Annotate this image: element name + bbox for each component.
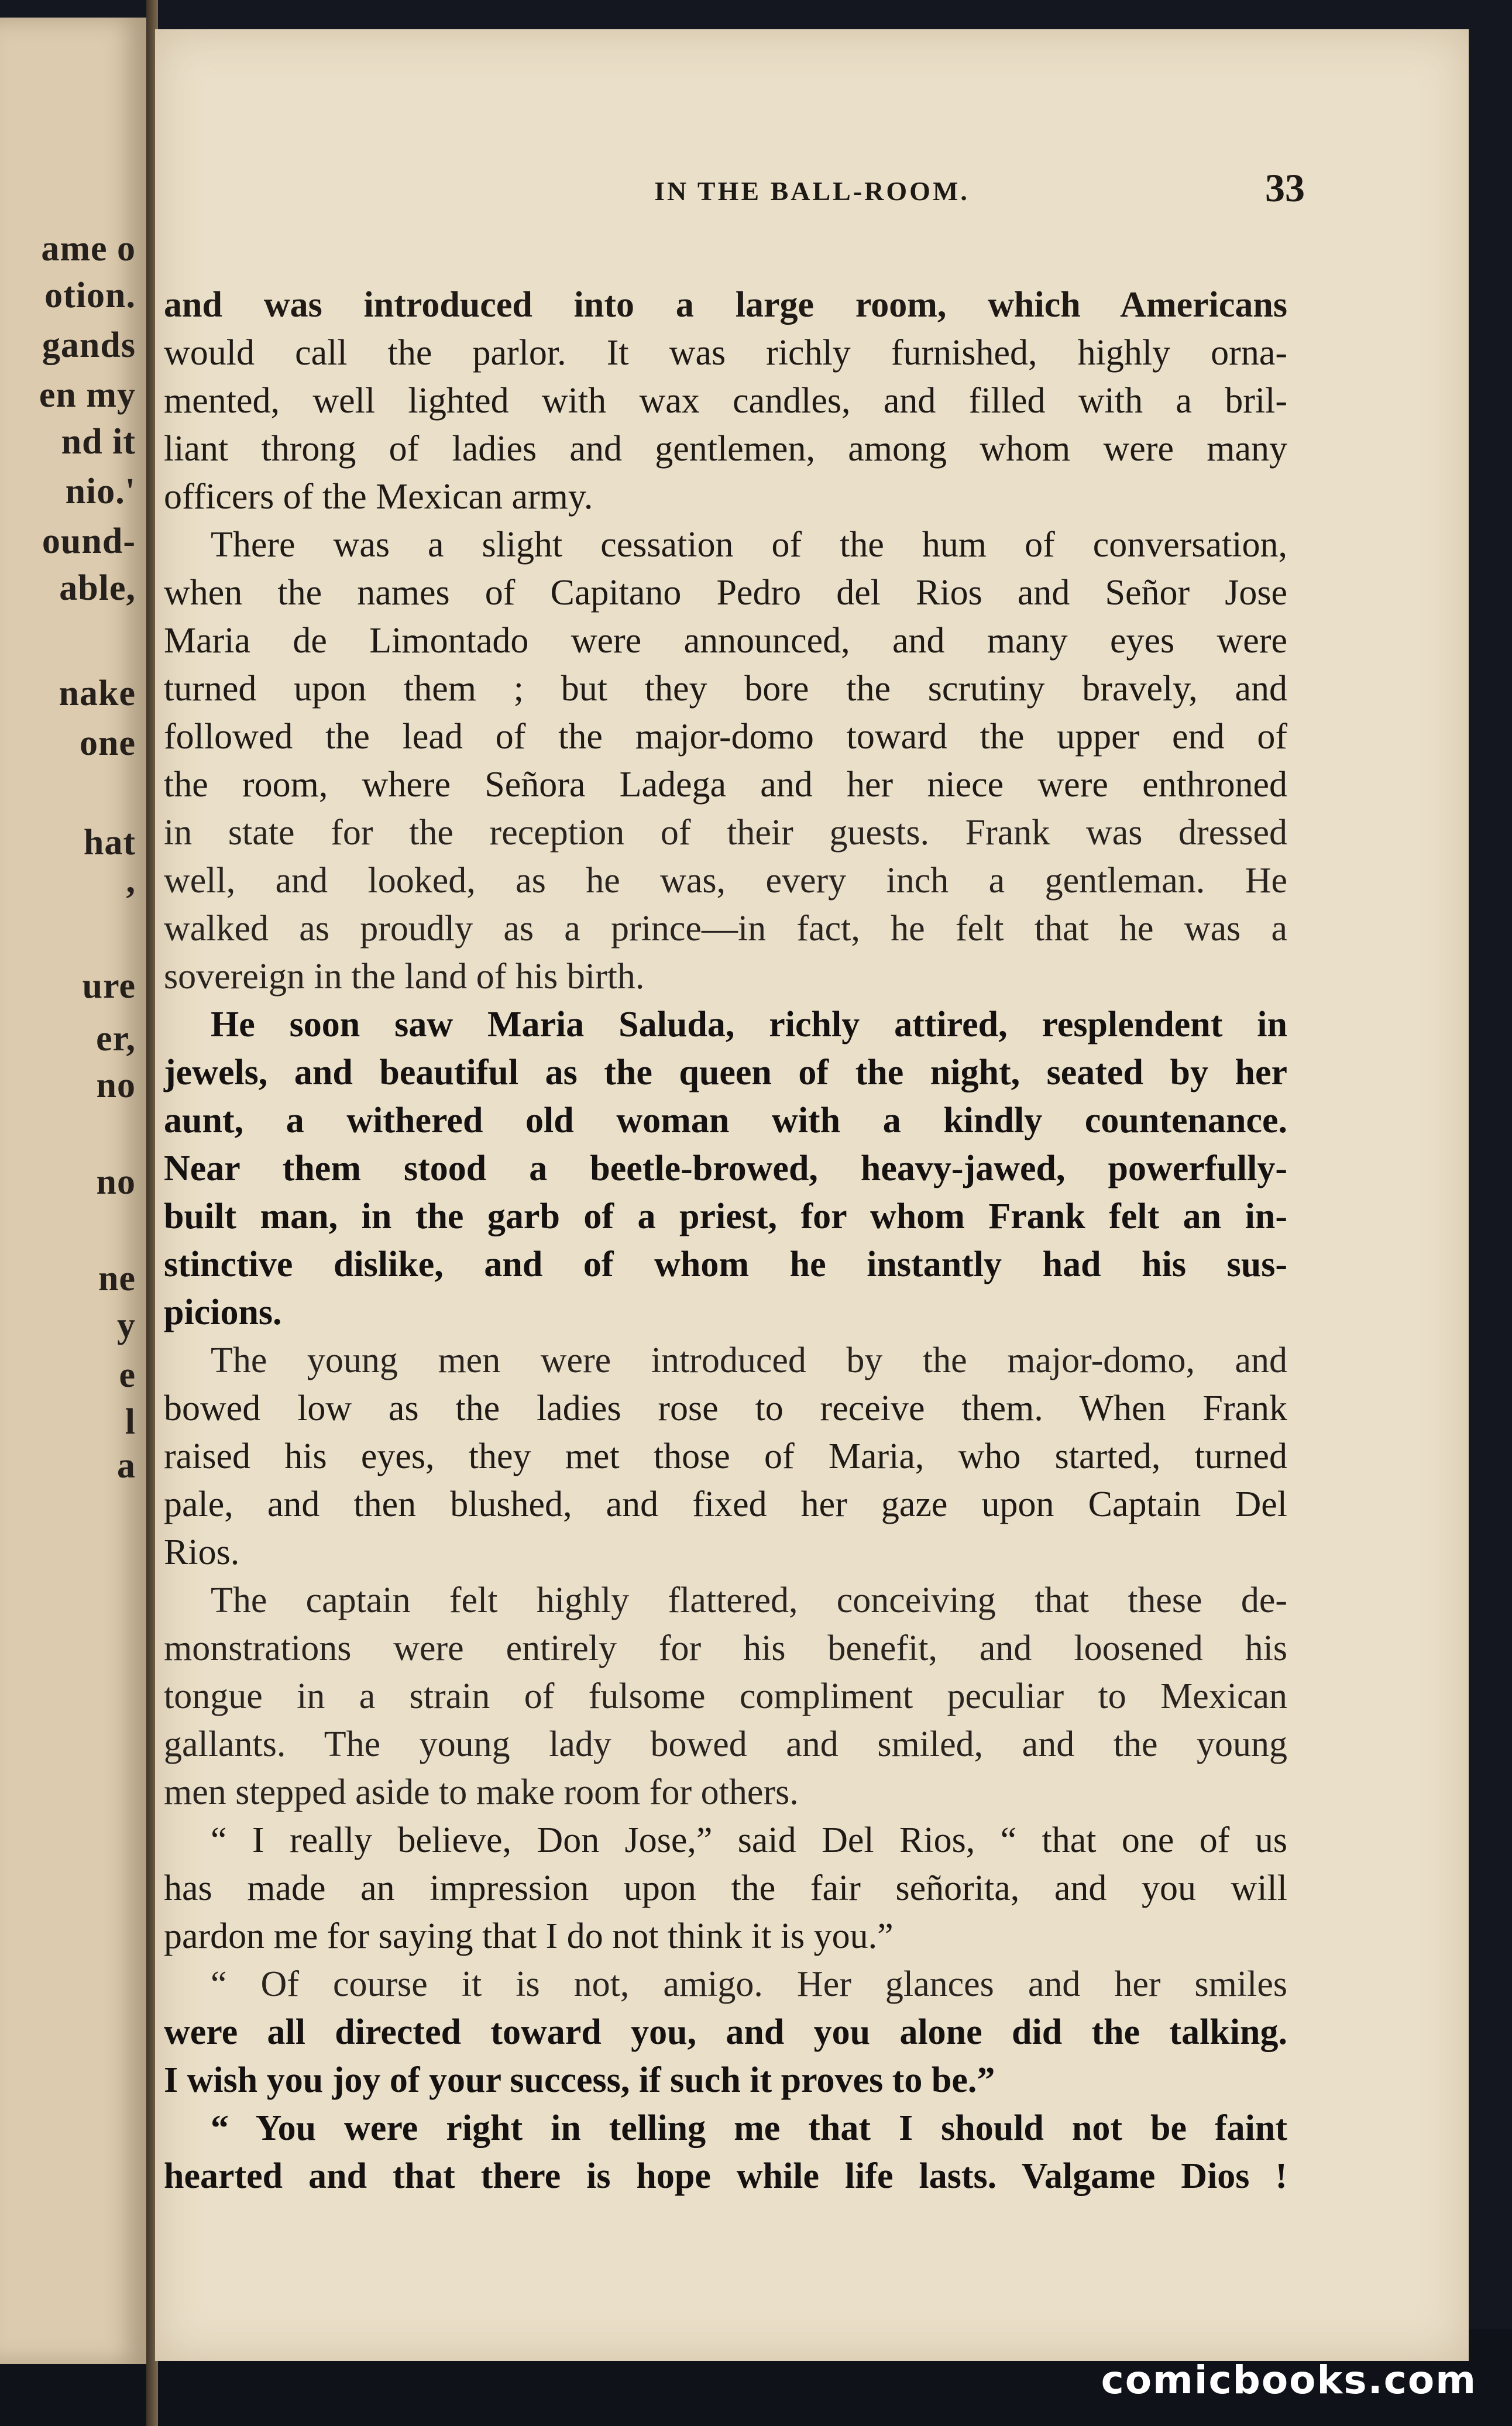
text-line: “ You were right in telling me that I should not be faint	[211, 2108, 1287, 2148]
text-line: walked as proudly as a prince—in fact, he felt that he was a	[164, 909, 1287, 949]
prev-page-line: hat	[83, 823, 136, 862]
prev-page-line: ure	[82, 966, 136, 1006]
prev-page-line: one	[80, 723, 136, 763]
text-line: aunt, a withered old woman with a kindly countenance.	[164, 1101, 1287, 1140]
text-line: raised his eyes, they met those of Maria, who started, turned	[164, 1437, 1287, 1476]
prev-page-line: no	[96, 1066, 136, 1105]
text-line: when the names of Capitano Pedro del Rios and Señor Jose	[164, 573, 1287, 613]
text-line: were all directed toward you, and you alone did the talking.	[164, 2012, 1287, 2052]
text-line: “ I really believe, Don Jose,” said Del Rios, “ that one of us	[211, 1820, 1287, 1860]
prev-page-line: nd it	[61, 422, 136, 462]
text-line: bowed low as the ladies rose to receive them. When Frank	[164, 1389, 1287, 1428]
prev-page-line: ound-	[42, 521, 136, 561]
text-line: turned upon them ; but they bore the scrutiny bravely, and	[164, 669, 1287, 709]
text-line: The young men were introduced by the major-domo, and	[211, 1341, 1287, 1380]
text-line: stinctive dislike, and of whom he instantly had his sus-	[164, 1245, 1287, 1284]
prev-page-line: ame o	[41, 229, 136, 269]
previous-page-edge	[0, 18, 150, 2364]
text-line: in state for the reception of their guests. Frank was dressed	[164, 813, 1287, 853]
text-line: pale, and then blushed, and fixed her gaze upon Captain Del	[164, 1485, 1287, 1524]
text-line: gallants. The young lady bowed and smiled, and the young	[164, 1724, 1287, 1764]
text-line: followed the lead of the major-domo toward the upper end of	[164, 717, 1287, 757]
prev-page-line: able,	[59, 568, 136, 608]
text-line: He soon saw Maria Saluda, richly attired, resplendent in	[211, 1005, 1287, 1044]
text-line: Rios.	[164, 1532, 240, 1572]
prev-page-line: e	[119, 1355, 136, 1395]
text-line: would call the parlor. It was richly furnished, highly orna-	[164, 333, 1287, 373]
text-line: hearted and that there is hope while life lasts. Valgame Dios !	[164, 2156, 1287, 2196]
page-number: 33	[1265, 166, 1305, 210]
text-line: pardon me for saying that I do not think it is you.”	[164, 1916, 894, 1956]
prev-page-line: no	[96, 1162, 136, 1202]
prev-page-line: l	[125, 1402, 136, 1442]
text-line: the room, where Señora Ladega and her niece were enthroned	[164, 765, 1287, 805]
page-header	[155, 165, 1469, 212]
text-line: jewels, and beautiful as the queen of the night, seated by her	[164, 1053, 1287, 1092]
text-line: There was a slight cessation of the hum of conversation,	[211, 525, 1287, 565]
text-line: mented, well lighted with wax candles, and filled with a bril-	[164, 381, 1287, 421]
text-line: I wish you joy of your success, if such it proves to be.”	[164, 2060, 995, 2100]
prev-page-line: nake	[59, 673, 136, 713]
text-line: Maria de Limontado were announced, and many eyes were	[164, 621, 1287, 661]
running-head: IN THE BALL-ROOM.	[654, 176, 970, 206]
text-line: monstrations were entirely for his benefit, and loosened his	[164, 1628, 1287, 1668]
prev-page-line: er,	[96, 1019, 136, 1059]
prev-page-line: a	[117, 1446, 136, 1486]
prev-page-line: nio.'	[65, 472, 136, 511]
text-line: men stepped aside to make room for others.	[164, 1772, 799, 1812]
prev-page-line: ne	[98, 1259, 136, 1298]
text-line: well, and looked, as he was, every inch a gentleman. He	[164, 861, 1287, 901]
text-line: “ Of course it is not, amigo. Her glances and her smiles	[211, 1964, 1287, 2004]
text-line: officers of the Mexican army.	[164, 477, 593, 517]
text-line: tongue in a strain of fulsome compliment peculiar to Mexican	[164, 1676, 1287, 1716]
text-line: built man, in the garb of a priest, for whom Frank felt an in-	[164, 1197, 1287, 1236]
book-page	[155, 29, 1469, 2361]
prev-page-line: en my	[39, 375, 136, 415]
text-line: has made an impression upon the fair señorita, and you will	[164, 1868, 1287, 1908]
prev-page-line: otion.	[44, 276, 136, 315]
prev-page-line: ,	[126, 861, 136, 901]
text-line: and was introduced into a large room, which Americans	[164, 285, 1287, 325]
text-line: The captain felt highly flattered, conceiving that these de-	[211, 1580, 1287, 1620]
text-line: Near them stood a beetle-browed, heavy-jawed, powerfully-	[164, 1149, 1287, 1188]
text-line: picions.	[164, 1293, 282, 1332]
watermark-text: comicbooks.com	[1101, 2358, 1477, 2403]
prev-page-line: y	[117, 1305, 136, 1345]
text-line: liant throng of ladies and gentlemen, among whom were many	[164, 429, 1287, 469]
prev-page-line: gands	[42, 325, 136, 365]
text-line: sovereign in the land of his birth.	[164, 957, 645, 996]
